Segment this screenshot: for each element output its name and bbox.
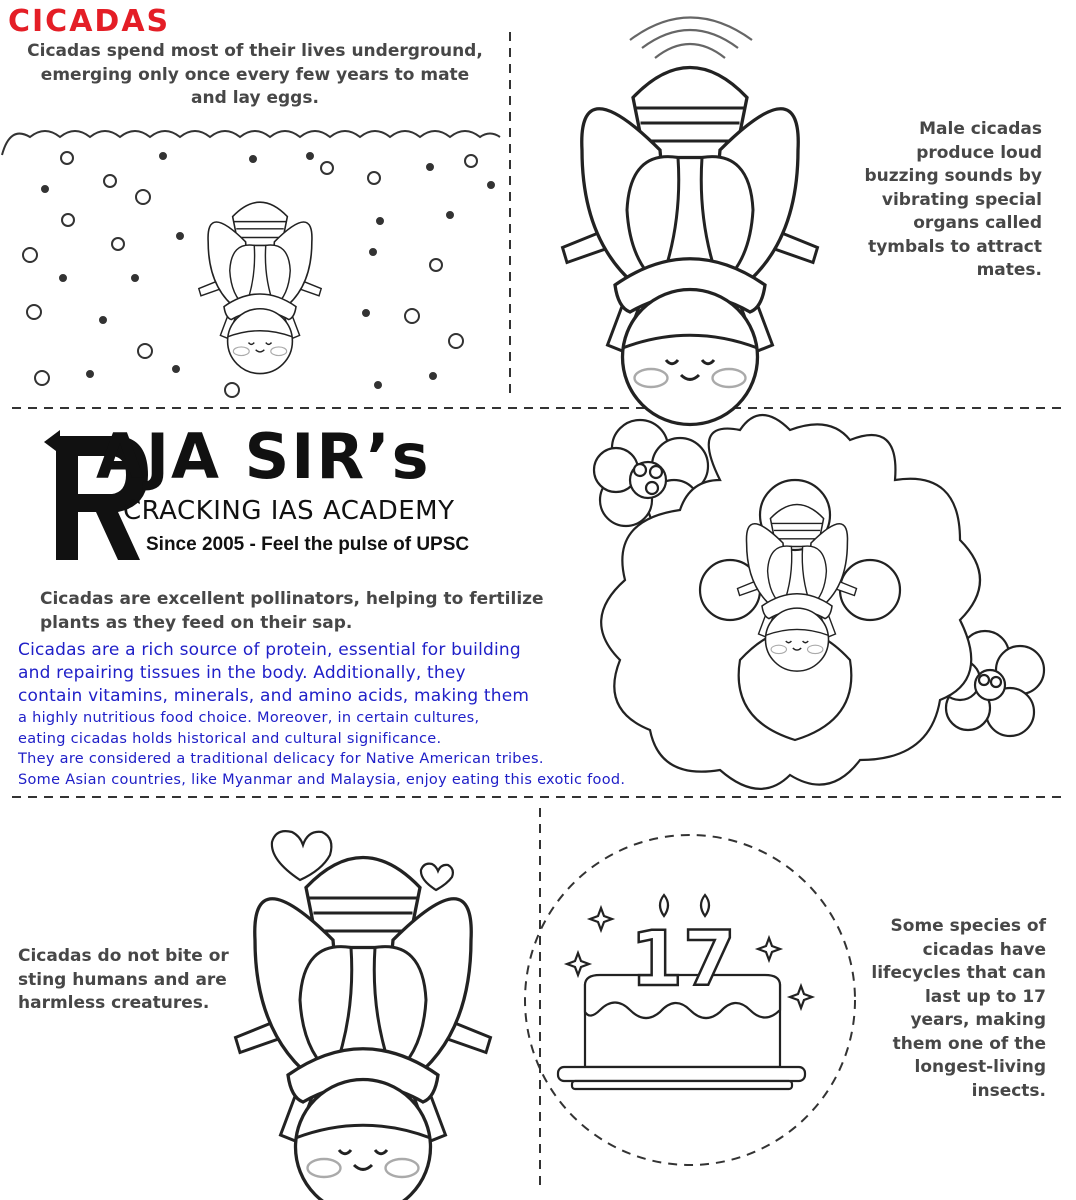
fact-sound: Male cicadas produce loud buzzing sounds by vibrating special organs called tymbals to attract mates. [864,119,1042,280]
cicada-buzzing-icon [563,68,818,425]
nutrition-line: and repairing tissues in the body. Additionally, they [18,663,466,683]
nutrition-line: Cicadas are a rich source of protein, essential for building [18,640,521,660]
nutrition-line: a highly nutritious food choice. Moreover, in certain cultures, [18,710,480,726]
fact-pollinators: Cicadas are excellent pollinators, helping to fertilize plants as they feed on their sap. [40,589,544,633]
nutrition-line: They are considered a traditional delicacy for Native American tribes. [18,751,544,767]
sound-waves [630,18,752,59]
nutrition-text [18,639,625,790]
cake-number: 17 [630,914,736,1003]
logo-tagline: Since 2005 - Feel the pulse of UPSC [146,534,470,555]
soil-scallop [2,131,500,155]
fact-harmless: Cicadas do not bite or sting humans and are harmless creatures. [18,946,229,1013]
logo-name: AJA SIR’s [96,420,431,493]
nutrition-line: contain vitamins, minerals, and amino acids, making them [18,686,530,706]
page-title: CICADAS [8,4,171,39]
cicada-underground-icon [199,202,321,373]
fact-underground: Cicadas spend most of their lives underground, emerging only once every few years to mate and lay eggs. [27,41,483,108]
logo-subtitle: CRACKING IAS ACADEMY [123,496,455,526]
nutrition-line: eating cicadas holds historical and cultural significance. [18,730,442,747]
cicada-hearts-icon [236,858,491,1200]
fact-lifecycle: Some species of cicadas have lifecycles that can last up to 17 years, making them one of the longest-living insects. [871,916,1046,1101]
nutrition-line: Some Asian countries, like Myanmar and Malaysia, enjoy eating this exotic food. [18,771,626,788]
